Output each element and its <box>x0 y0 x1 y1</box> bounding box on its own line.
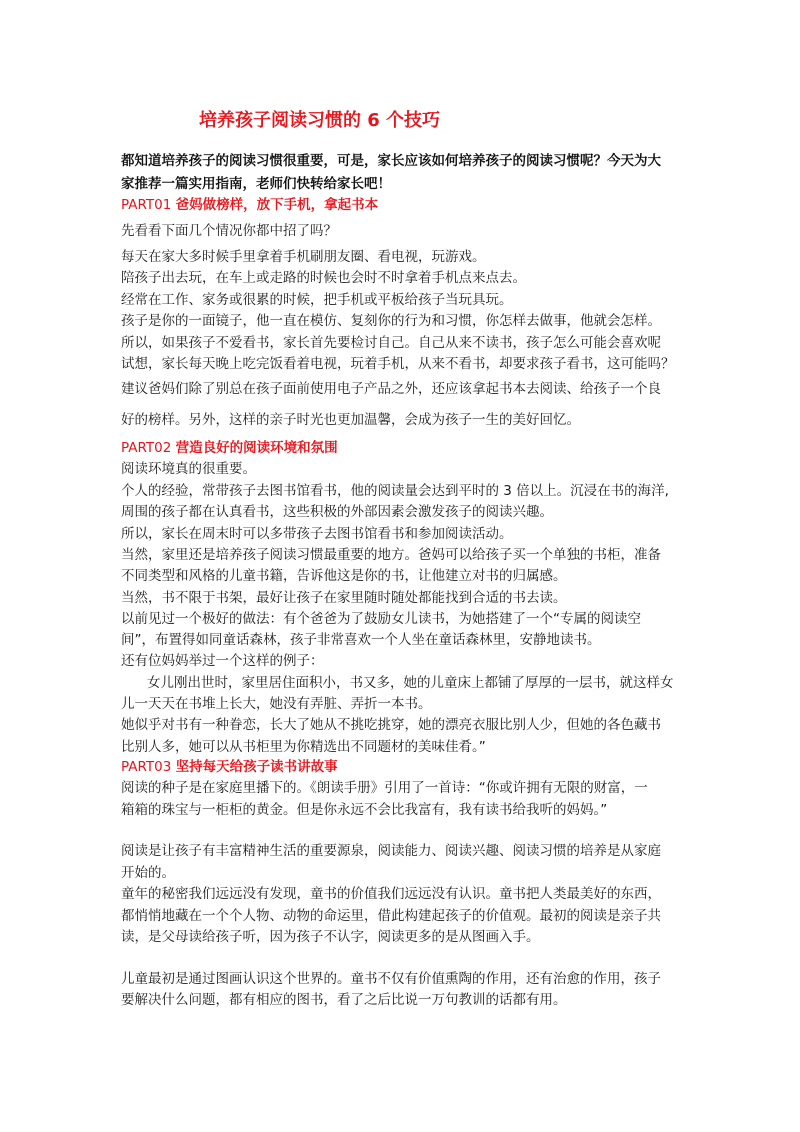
paragraph-line: 要解决什么问题，都有相应的图书，看了之后比说一万句教训的话都有用。 <box>121 992 567 1008</box>
paragraph-line: 所以，家长在周末时可以多带孩子去图书馆看书和参加阅读活动。 <box>121 526 513 542</box>
quote-line: 儿一天天在书堆上长大，她没有弄脏、弄折一本书。 <box>121 696 432 712</box>
section-number: PART02 <box>121 440 176 456</box>
section-number: PART03 <box>121 759 176 775</box>
paragraph-line: 阅读环境真的很重要。 <box>121 461 256 477</box>
paragraph-line: 所以，如果孩子不爱看书，家长首先要检讨自己。自己从来不读书，孩子怎么可能会喜欢呢 <box>121 335 661 351</box>
paragraph-line: 陪孩子出去玩，在车上或走路的时候也会时不时拿着手机点来点去。 <box>121 270 526 286</box>
paragraph-line: 孩子是你的一面镜子，他一直在模仿、复刻你的行为和习惯，你怎样去做事，他就会怎样。 <box>121 313 661 329</box>
paragraph-line: 以前见过一个极好的做法：有个爸爸为了鼓励女儿读书，为她搭建了一个“专属的阅读空 <box>121 611 641 627</box>
paragraph-line: 童年的秘密我们远远没有发现，童书的价值我们远远没有认识。童书把人类最美好的东西， <box>121 886 661 902</box>
paragraph-line: 每天在家大多时候手里拿着手机刷朋友圈、看电视，玩游戏。 <box>121 249 486 265</box>
paragraph-line: 建议爸妈们除了别总在孩子面前使用电子产品之外，还应该拿起书本去阅读、给孩子一个良 <box>121 381 661 397</box>
paragraph-line: 还有位妈妈举过一个这样的例子： <box>121 653 324 669</box>
section-heading-part01 <box>121 195 691 215</box>
quote-line: 女儿刚出世时，家里居住面积小，书又多，她的儿童床上都铺了厚厚的一层书，就这样女 <box>147 675 674 691</box>
intro-line: 都知道培养孩子的阅读习惯很重要，可是，家长应该如何培养孩子的阅读习惯呢？今天为大 <box>121 153 661 169</box>
section-heading-part03 <box>121 757 691 777</box>
paragraph-line: 儿童最初是通过图画认识这个世界的。童书不仅有价值熏陶的作用，还有治愈的作用，孩子 <box>121 971 661 987</box>
paragraph-line: 先看看下面几个情况你都中招了吗？ <box>121 223 337 239</box>
intro-line: 家推荐一篇实用指南，老师们快转给家长吧！ <box>121 176 391 192</box>
paragraph-line: 好的榜样。另外，这样的亲子时光也更加温馨，会成为孩子一生的美好回忆。 <box>121 412 580 428</box>
paragraph-line: 阅读的种子是在家庭里播下的。《朗读手册》引用了一首诗：“你或许拥有无限的财富，一 <box>121 780 648 796</box>
section-heading-part02 <box>121 438 691 458</box>
paragraph-line: 个人的经验，常带孩子去图书馆看书，他的阅读量会达到平时的 3 倍以上。沉浸在书的海洋, <box>121 483 669 499</box>
paragraph-line: 都悄悄地藏在一个个人物、动物的命运里，借此构建起孩子的价值观。最初的阅读是亲子共 <box>121 908 661 924</box>
quote-line: 比别人多，她可以从书柜里为你精选出不同题材的美味佳肴。” <box>121 739 486 755</box>
paragraph-line: 箱箱的珠宝与一柜柜的黄金。但是你永远不会比我富有，我有读书给我听的妈妈。” <box>121 802 608 818</box>
paragraph-line: 周围的孩子都在认真看书，这些积极的外部因素会激发孩子的阅读兴趣。 <box>121 504 553 520</box>
paragraph-line: 读，是父母读给孩子听，因为孩子不认字，阅读更多的是从图画入手。 <box>121 929 540 945</box>
section-title: 坚持每天给孩子读书讲故事 <box>175 759 338 775</box>
paragraph-line: 间”，布置得如同童话森林，孩子非常喜欢一个人坐在童话森林里，安静地读书。 <box>121 632 601 648</box>
section-title: 爸妈做榜样，放下手机，拿起书本 <box>175 197 379 213</box>
paragraph-line: 当然，家里还是培养孩子阅读习惯最重要的地方。爸妈可以给孩子买一个单独的书柜，准备 <box>121 547 661 563</box>
paragraph-line: 阅读是让孩子有丰富精神生活的重要源泉，阅读能力、阅读兴趣、阅读习惯的培养是从家庭 <box>121 843 661 859</box>
paragraph-line: 试想，家长每天晚上吃完饭看着电视，玩着手机，从来不看书，却要求孩子看书，这可能吗？ <box>121 356 675 372</box>
section-title: 营造良好的阅读环境和氛围 <box>175 440 338 456</box>
paragraph-line: 开始的。 <box>121 865 175 881</box>
section-number: PART01 <box>121 197 176 213</box>
document-title: 培养孩子阅读习惯的 6 个技巧 <box>199 110 441 131</box>
paragraph-line: 当然，书不限于书架，最好让孩子在家里随时随处都能找到合适的书去读。 <box>121 590 567 606</box>
quote-line: 她似乎对书有一种眷恋，长大了她从不挑吃挑穿，她的漂亮衣服比别人少，但她的各色藏书 <box>121 717 661 733</box>
paragraph-line: 经常在工作、家务或很累的时候，把手机或平板给孩子当玩具玩。 <box>121 292 513 308</box>
paragraph-line: 不同类型和风格的儿童书籍，告诉他这是你的书，让他建立对书的归属感。 <box>121 568 567 584</box>
